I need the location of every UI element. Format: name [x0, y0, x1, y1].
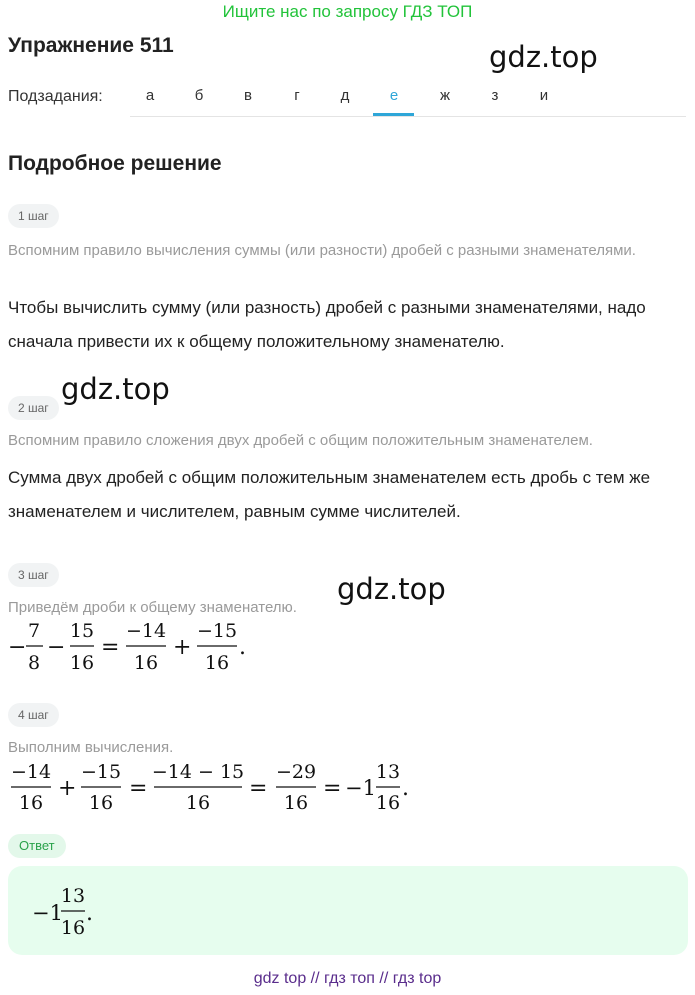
search-hint-link[interactable]: Ищите нас по запросу ГДЗ ТОП: [222, 2, 473, 21]
step-1-badge: 1 шаг: [8, 204, 59, 228]
footer-separator: //: [310, 970, 320, 987]
tab-i[interactable]: и: [539, 87, 549, 104]
period: .: [86, 901, 93, 926]
mixed-whole: −1: [32, 901, 63, 925]
subtask-tabs: [130, 76, 686, 117]
plus-sign: +: [58, 776, 77, 801]
active-tab-indicator: [373, 113, 414, 116]
step-2-hint: Вспомним правило сложения двух дробей с общим положительным знаменателем.: [8, 432, 593, 449]
step-4-hint: Выполним вычисления.: [8, 739, 174, 756]
subtasks-label: Подзадания:: [8, 88, 103, 105]
tab-a[interactable]: а: [145, 87, 155, 104]
fraction-numerator: −14: [125, 620, 167, 642]
tab-g[interactable]: г: [294, 87, 300, 104]
fraction-denominator: 16: [69, 652, 95, 674]
step-3-badge: 3 шаг: [8, 563, 59, 587]
plus-sign: +: [173, 635, 192, 660]
footer-link[interactable]: гдз top: [392, 970, 442, 987]
step-2-text: Сумма двух дробей с общим положительным знаменателем есть дробь с тем же знаменателем и числителем, равным сумме числителей.: [8, 468, 651, 521]
footer-separator: //: [379, 970, 389, 987]
fraction-denominator: 16: [88, 792, 114, 814]
step-4-equation: [6, 758, 426, 816]
minus-sign: −: [47, 635, 66, 660]
fraction-numerator: 13: [60, 885, 86, 907]
answer-equation: [30, 882, 120, 942]
fraction-denominator: 8: [27, 652, 41, 674]
fraction-numerator: 13: [375, 761, 401, 783]
fraction-numerator: −14: [10, 761, 52, 783]
watermark: gdz.top: [489, 40, 598, 74]
period: .: [239, 635, 246, 660]
fraction-denominator: 16: [375, 792, 401, 814]
fraction-denominator: 16: [60, 917, 86, 939]
step-4-badge: 4 шаг: [8, 703, 59, 727]
answer-badge: Ответ: [8, 834, 66, 858]
step-3-equation: [6, 618, 256, 676]
equals-sign: =: [249, 776, 268, 801]
watermark: gdz.top: [61, 372, 170, 406]
watermark: gdz.top: [337, 572, 446, 606]
fraction-numerator: −29: [275, 761, 317, 783]
footer-link[interactable]: гдз топ: [324, 970, 375, 987]
tab-z[interactable]: з: [491, 87, 499, 104]
period: .: [402, 776, 409, 801]
tab-e[interactable]: е: [389, 87, 399, 104]
fraction-numerator: −14 − 15: [151, 761, 245, 783]
fraction-denominator: 16: [283, 792, 309, 814]
minus-sign: −: [8, 635, 27, 660]
equals-sign: =: [323, 776, 342, 801]
footer-links: [0, 970, 695, 988]
fraction-numerator: 15: [69, 620, 95, 642]
step-1-text: Чтобы вычислить сумму (или разность) дробей с разными знаменателями, надо сначала привести их к общему положительному знаменателю.: [8, 298, 646, 351]
footer-link[interactable]: gdz top: [253, 970, 307, 987]
fraction-numerator: 7: [27, 620, 41, 642]
tab-d[interactable]: д: [340, 87, 350, 104]
fraction-numerator: −15: [80, 761, 122, 783]
equals-sign: =: [101, 635, 120, 660]
page-title: Упражнение 511: [8, 34, 174, 57]
fraction-numerator: −15: [196, 620, 238, 642]
step-1-hint: Вспомним правило вычисления суммы (или разности) дробей с разными знаменателями.: [8, 242, 636, 259]
fraction-denominator: 16: [133, 652, 159, 674]
tab-v[interactable]: в: [244, 87, 252, 104]
fraction-denominator: 16: [204, 652, 230, 674]
step-2-badge: 2 шаг: [8, 396, 59, 420]
fraction-denominator: 16: [18, 792, 44, 814]
section-title: Подробное решение: [8, 152, 222, 175]
fraction-denominator: 16: [185, 792, 211, 814]
equals-sign: =: [129, 776, 148, 801]
tab-zh[interactable]: ж: [439, 87, 451, 104]
step-3-hint: Приведём дроби к общему знаменателю.: [8, 599, 297, 616]
mixed-whole: −1: [345, 776, 376, 800]
tab-b[interactable]: б: [194, 87, 204, 104]
